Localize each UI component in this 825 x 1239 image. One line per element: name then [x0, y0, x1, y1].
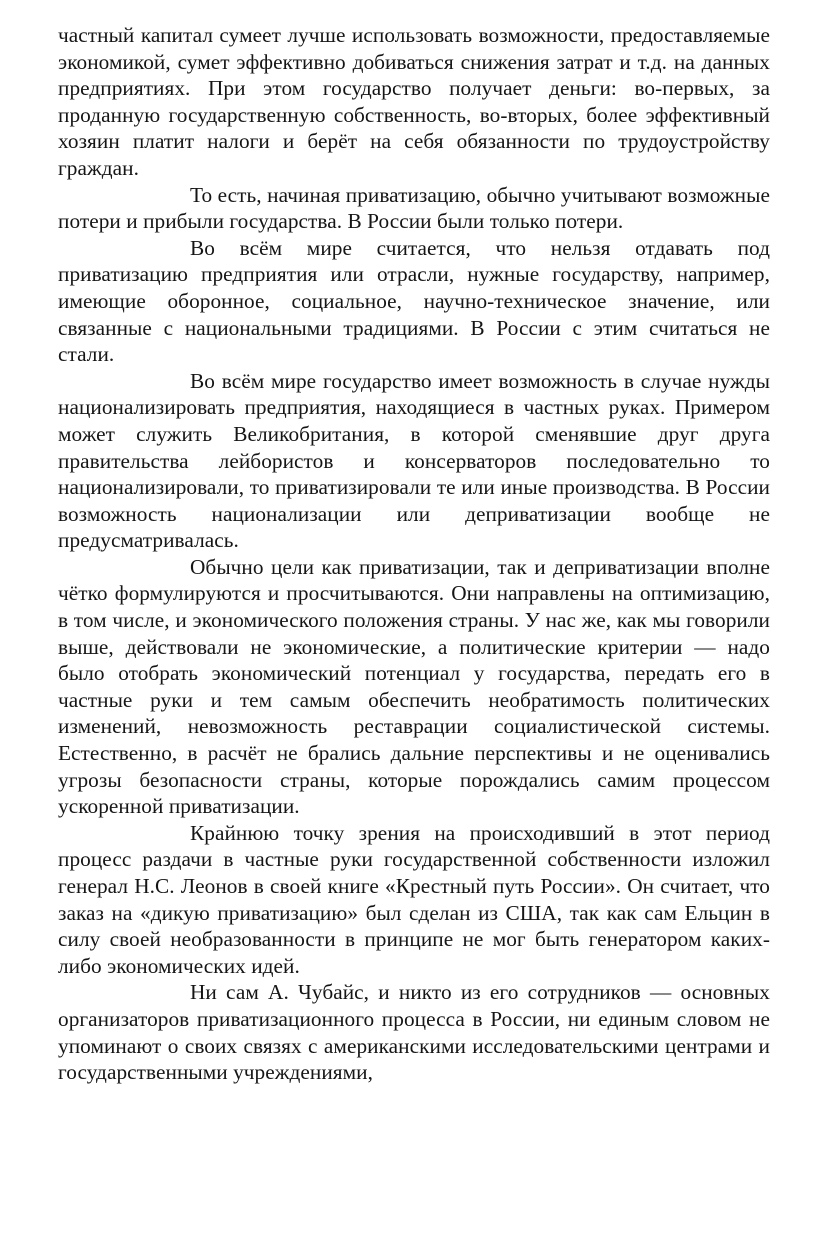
paragraph-4: Во всём мире государство имеет возможность в случае нужды национализировать предприятия, находящиеся в частных руках. Примером может служить Великобритания, в которой сменявшие друг друга правительства лейбористов и консерваторов последовательно то национализировали, то приватизировали те или иные производства. В России возможность национализации или деприватизации вообще не предусматривалась.	[58, 368, 770, 553]
paragraph-2: То есть, начиная приватизацию, обычно учитывают возможные потери и прибыли государства. В России были только потери.	[58, 182, 770, 234]
document-page	[58, 22, 770, 1086]
paragraph-6: Крайнюю точку зрения на происходивший в этот период процесс раздачи в частные руки государственной собственности изложил генерал Н.С. Леонов в своей книге «Крестный путь России». Он считает, что заказ на «дикую приватизацию» был сделан из США, так как сам Ельцин в силу своей необразованности в принципе не мог быть генератором каких-либо экономических идей.	[58, 820, 770, 978]
paragraph-1: частный капитал сумеет лучше использовать возможности, предоставляемые экономикой, сумет эффективно добиваться снижения затрат и т.д. на данных предприятиях. При этом государство получает деньги: во-первых, за проданную государственную собственность, во-вторых, более эффективный хозяин платит налоги и берёт на себя обязанности по трудоустройству граждан.	[58, 23, 770, 180]
paragraph-3: Во всём мире считается, что нельзя отдавать под приватизацию предприятия или отрасли, нужные государству, например, имеющие оборонное, социальное, научно-техническое значение, или связанные с национальными традициями. В России с этим считаться не стали.	[58, 235, 770, 367]
paragraph-5: Обычно цели как приватизации, так и деприватизации вполне чётко формулируются и просчитываются. Они направлены на оптимизацию, в том числе, и экономического положения страны. У нас же, как мы говорили выше, действовали не экономические, а политические критерии — надо было отобрать экономический потенциал у государства, передать его в частные руки и тем самым обеспечить необратимость политических изменений, невозможность реставрации социалистической системы. Естественно, в расчёт не брались дальние перспективы и не оценивались угрозы безопасности страны, которые порождались самим процессом ускоренной приватизации.	[58, 554, 770, 819]
paragraph-7: Ни сам А. Чубайс, и никто из его сотрудников — основных организаторов приватизационного процесса в России, ни единым словом не упоминают о своих связях с американскими исследовательскими центрами и государственными учреждениями,	[58, 980, 770, 1085]
